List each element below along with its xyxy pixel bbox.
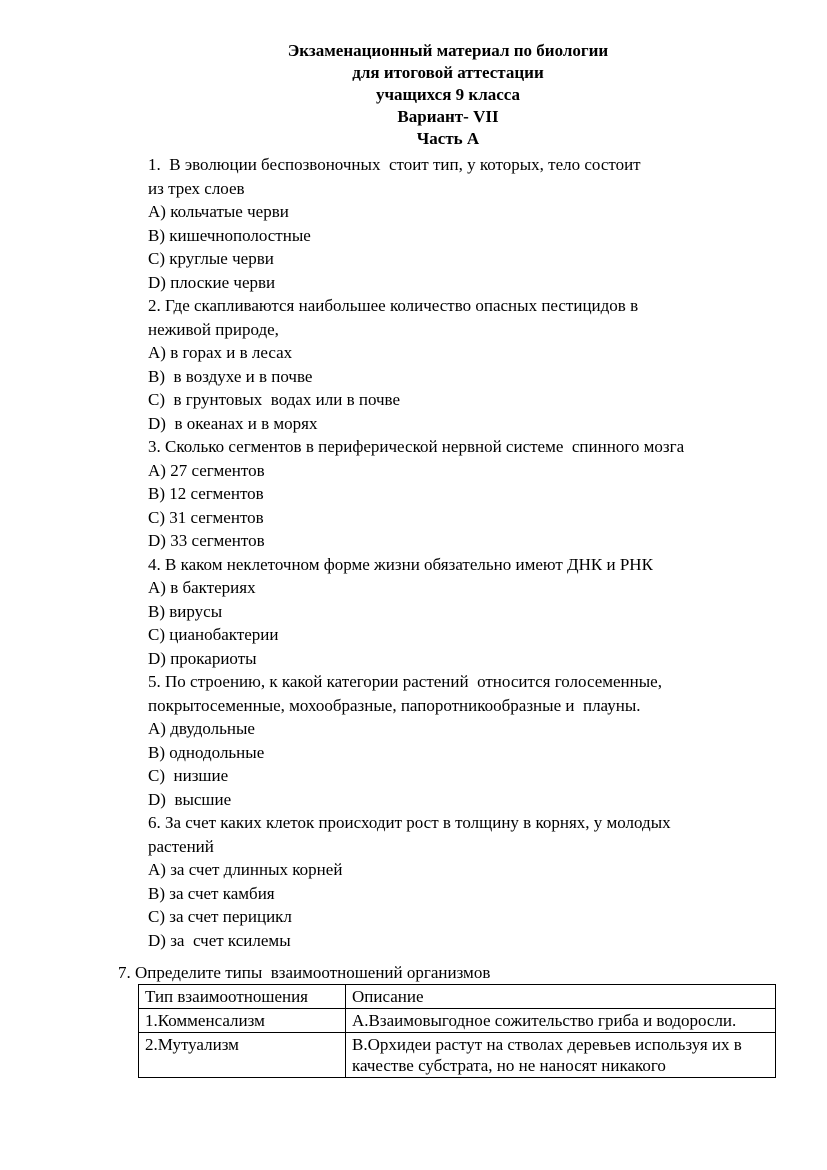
question-3-text-line-1: 3. Сколько сегментов в периферической нервной системе спинного мозга (148, 437, 685, 456)
question-4-option-c: С) цианобактерии (148, 625, 279, 644)
question-2-option-c: С) в грунтовых водах или в почве (148, 390, 401, 409)
table-cell-type: 2.Мутуализм (139, 1033, 346, 1078)
question-7-title: 7. Определите типы взаимоотношений организмов (118, 963, 491, 982)
header-subtitle: для итоговой аттестации (352, 63, 544, 82)
question-6-option-c: С) за счет перицикл (148, 907, 292, 926)
question-2-option-b: В) в воздухе и в почве (148, 366, 313, 386)
question-4-option-a: А) в бактериях (148, 578, 256, 597)
question-6-option-d: D) за счет ксилемы (148, 930, 291, 950)
table-cell-description: А.Взаимовыгодное сожительство гриба и водоросли. (346, 1009, 776, 1033)
question-5-option-d: D) высшие (148, 789, 232, 809)
table-header-description: Описание (346, 985, 776, 1009)
table-header-row (139, 985, 776, 1009)
header-grade: учащихся 9 класса (375, 85, 521, 104)
header-part: Часть А (416, 129, 480, 148)
question-5-text-line-2: покрытосеменные, мохообразные, папоротникообразные и плауны. (148, 695, 641, 715)
questions-list (148, 153, 788, 952)
question-5-option-a: А) двудольные (148, 719, 255, 738)
question-2-text-line-2: неживой природе, (148, 319, 279, 339)
question-1-option-c: С) круглые черви (148, 249, 274, 268)
question-6-text-line-2: растений (148, 836, 214, 856)
question-1-text-line-2: из трех слоев (148, 178, 245, 198)
question-6-text-line-1: 6. За счет каких клеток происходит рост в толщину в корнях, у молодых (148, 813, 671, 832)
table-header-type: Тип взаимоотношения (139, 985, 346, 1009)
relationships-table (138, 984, 776, 1078)
question-3-option-c: С) 31 сегментов (148, 507, 264, 527)
question-5-option-c: С) низшие (148, 766, 229, 785)
question-4-option-d: D) прокариоты (148, 648, 257, 668)
table-cell-type: 1.Комменсализм (139, 1009, 346, 1033)
question-2-option-d: D) в океанах и в морях (148, 413, 318, 433)
question-3-option-b: В) 12 сегментов (148, 484, 264, 503)
question-2-option-a: А) в горах и в лесах (148, 343, 293, 362)
header-variant: Вариант- VII (397, 107, 499, 126)
question-6-option-b: В) за счет камбия (148, 883, 275, 903)
table-cell-description: В.Орхидеи растут на стволах деревьев используя их в качестве субстрата, но не наносят никакого (346, 1033, 776, 1078)
question-1-option-a: А) кольчатые черви (148, 202, 289, 221)
question-5-option-b: В) однодольные (148, 742, 265, 762)
question-1-text-line-1: 1. В эволюции беспозвоночных стоит тип, у которых, тело состоит (148, 155, 641, 174)
question-4-option-b: В) вирусы (148, 601, 223, 621)
table-row (139, 1009, 776, 1033)
document-header (0, 40, 827, 150)
question-1-option-d: D) плоские черви (148, 272, 276, 292)
question-5-text-line-1: 5. По строению, к какой категории растений относится голосеменные, (148, 672, 662, 691)
header-title: Экзаменационный материал по биологии (287, 41, 609, 60)
question-1-option-b: В) кишечнополостные (148, 225, 311, 245)
question-4-text-line-1: 4. В каком неклеточном форме жизни обязательно имеют ДНК и РНК (148, 554, 653, 574)
question-3-option-a: А) 27 сегментов (148, 460, 265, 480)
question-6-option-a: А) за счет длинных корней (148, 860, 343, 879)
question-2-text-line-1: 2. Где скапливаются наибольшее количество опасных пестицидов в (148, 296, 639, 315)
question-3-option-d: D) 33 сегментов (148, 531, 265, 550)
table-row (139, 1033, 776, 1078)
